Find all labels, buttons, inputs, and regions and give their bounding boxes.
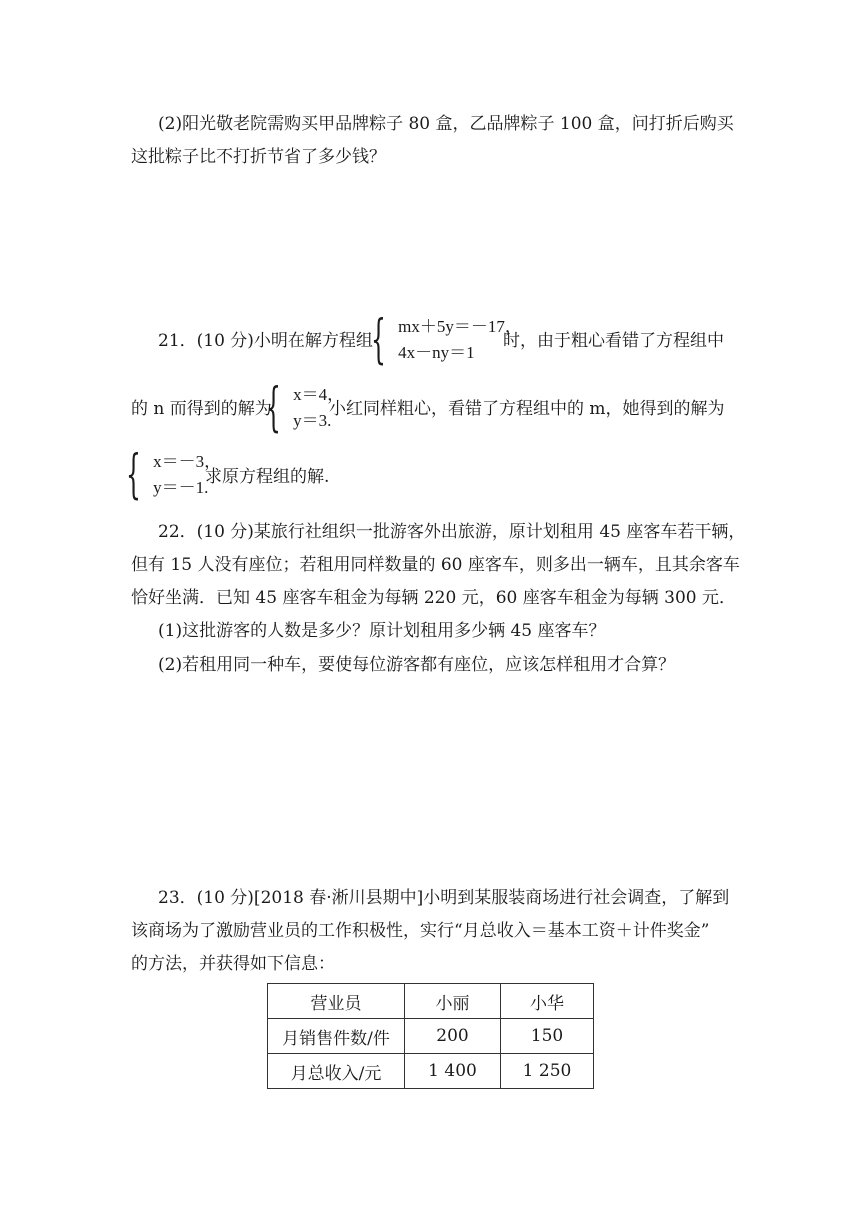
table-cell: 1 250 xyxy=(501,1054,594,1089)
question-20-part-2-line-1: (2)阳光敬老院需购买甲品牌粽子 80 盒，乙品牌粽子 100 盒，问打折后购买 xyxy=(158,114,734,134)
table-row xyxy=(268,1019,594,1054)
left-brace-icon: { xyxy=(266,378,281,438)
table-header-row xyxy=(268,984,594,1019)
question-23-line-2: 该商场为了激励营业员的工作积极性，实行“月总收入＝基本工资＋计件奖金” xyxy=(131,921,710,941)
question-23-line-1: 23．(10 分)[2018 春·淅川县期中]小明到某服装商场进行社会调查，了解到 xyxy=(158,888,730,908)
table-cell: 150 xyxy=(501,1019,594,1054)
solution-x: x＝－3， xyxy=(153,452,222,471)
table-header-cell: 营业员 xyxy=(268,984,405,1019)
table-cell: 1 400 xyxy=(405,1054,501,1089)
question-21-line-3-rest: 求原方程组的解. xyxy=(205,467,330,487)
question-22-line-1: 22．(10 分)某旅行社组织一批游客外出旅游，原计划租用 45 座客车若干辆， xyxy=(158,522,746,542)
table-row xyxy=(268,1054,594,1089)
solution-y: y＝3. xyxy=(293,411,332,430)
question-22-part-1: (1)这批游客的人数是多少？原计划租用多少辆 45 座客车？ xyxy=(158,621,606,641)
question-20-part-2-line-2: 这批粽子比不打折节省了多少钱？ xyxy=(131,147,386,167)
solution-y: y＝－1. xyxy=(153,478,209,497)
question-21-line-2-prefix: 的 n 而得到的解为 xyxy=(131,399,272,419)
question-22-part-2: (2)若租用同一种车，要使每位游客都有座位，应该怎样租用才合算？ xyxy=(158,655,676,675)
solution-x: x＝4， xyxy=(293,385,345,404)
equation-2: 4x－ny＝1 xyxy=(398,343,475,362)
equation-1: mx＋5y＝－17， xyxy=(398,317,522,336)
table-cell: 200 xyxy=(405,1019,501,1054)
question-23-line-3: 的方法，并获得如下信息： xyxy=(131,954,335,974)
table-cell: 月销售件数/件 xyxy=(268,1019,405,1054)
left-brace-icon: { xyxy=(126,445,141,505)
left-brace-icon: { xyxy=(371,310,386,370)
question-22-line-3: 恰好坐满．已知 45 座客车租金为每辆 220 元，60 座客车租金为每辆 300 元． xyxy=(131,588,736,608)
table-header-cell: 小华 xyxy=(501,984,594,1019)
table-header-cell: 小丽 xyxy=(405,984,501,1019)
question-21-line-2-rest: 小红同样粗心，看错了方程组中的 m，她得到的解为 xyxy=(329,399,725,419)
salesperson-info-table xyxy=(267,983,594,1089)
question-21-after-system: 时，由于粗心看错了方程组中 xyxy=(503,331,724,351)
equation-system-original xyxy=(371,310,522,370)
question-21-prefix: 21．(10 分)小明在解方程组 xyxy=(158,331,373,351)
question-22-line-2: 但有 15 人没有座位；若租用同样数量的 60 座客车，则多出一辆车，且其余客车 xyxy=(131,555,740,575)
table-cell: 月总收入/元 xyxy=(268,1054,405,1089)
